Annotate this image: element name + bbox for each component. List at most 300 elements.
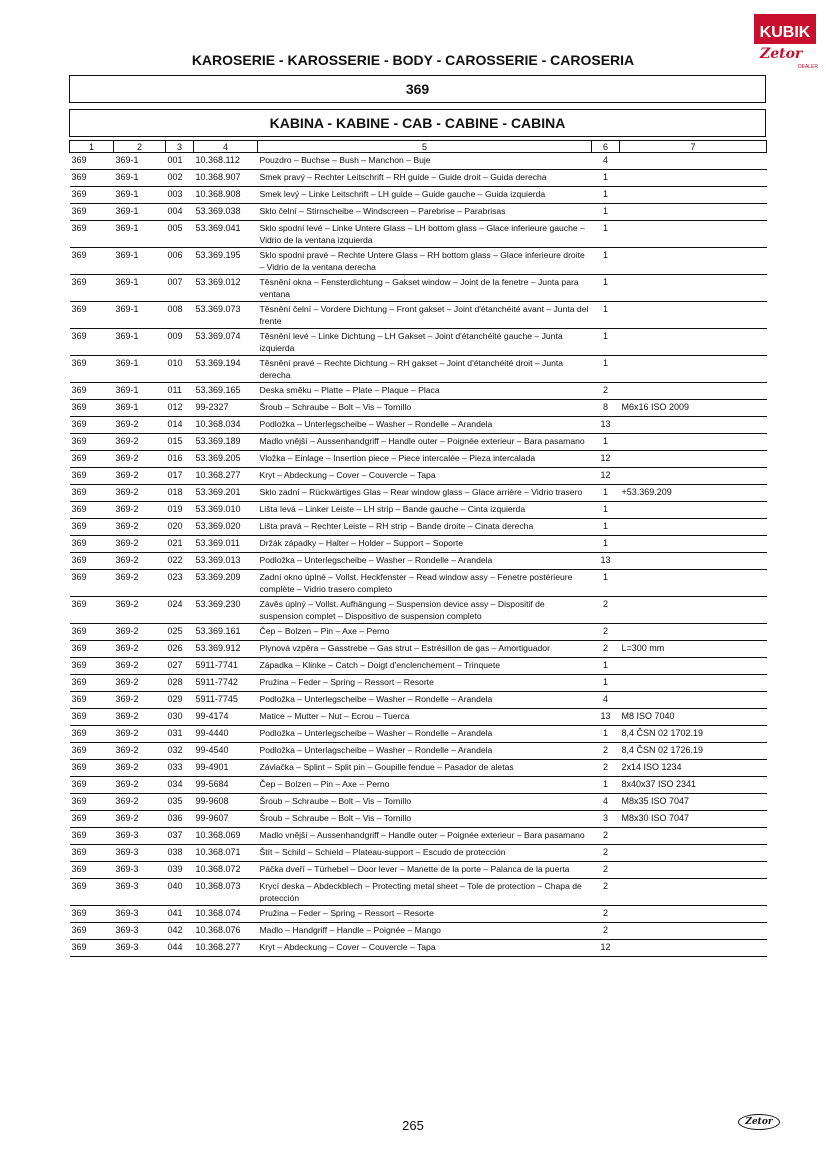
table-cell-col1: 369 — [70, 400, 114, 417]
table-row — [70, 485, 767, 502]
table-cell-col3: 017 — [166, 468, 194, 485]
table-cell-col3: 010 — [166, 356, 194, 383]
table-cell-col1: 369 — [70, 777, 114, 794]
table-cell-col1: 369 — [70, 451, 114, 468]
column-header-5: 5 — [258, 141, 592, 153]
table-cell-col4: 10.368.076 — [194, 923, 258, 940]
table-cell-col6: 2 — [592, 760, 620, 777]
table-cell-col1: 369 — [70, 624, 114, 641]
table-cell-col6: 2 — [592, 862, 620, 879]
table-cell-col5: Madlo vnější – Aussenhandgriff – Handle outer – Poignée exterieur – Bara pasamano — [258, 434, 592, 451]
table-cell-col4: 53.369.912 — [194, 641, 258, 658]
table-cell-col3: 023 — [166, 570, 194, 597]
table-cell-col5: Plynová vzpěra – Gasstrebe – Gas strut – Estrésillon de gas – Amortiguador — [258, 641, 592, 658]
table-cell-col5: Šroub – Schraube – Bolt – Vis – Tornillo — [258, 794, 592, 811]
table-cell-col6: 12 — [592, 468, 620, 485]
table-cell-col3: 008 — [166, 302, 194, 329]
table-cell-col3: 027 — [166, 658, 194, 675]
table-cell-col6: 13 — [592, 709, 620, 726]
table-cell-col3: 019 — [166, 502, 194, 519]
page-number: 265 — [402, 1118, 424, 1133]
table-cell-col1: 369 — [70, 553, 114, 570]
table-cell-col4: 53.369.194 — [194, 356, 258, 383]
table-cell-col4: 10.368.034 — [194, 417, 258, 434]
table-cell-col7 — [620, 187, 767, 204]
table-cell-col3: 037 — [166, 828, 194, 845]
table-cell-col7 — [620, 940, 767, 957]
table-cell-col7: M8 ISO 7040 — [620, 709, 767, 726]
table-cell-col3: 030 — [166, 709, 194, 726]
table-cell-col6: 2 — [592, 597, 620, 624]
table-cell-col2: 369-2 — [114, 553, 166, 570]
table-row — [70, 879, 767, 906]
table-cell-col4: 5911-7742 — [194, 675, 258, 692]
table-cell-col6: 2 — [592, 743, 620, 760]
table-cell-col5: Pouzdro – Buchse – Bush – Manchon – Buje — [258, 153, 592, 170]
table-cell-col1: 369 — [70, 204, 114, 221]
table-row — [70, 641, 767, 658]
table-cell-col6: 1 — [592, 204, 620, 221]
table-cell-col2: 369-2 — [114, 641, 166, 658]
table-cell-col3: 028 — [166, 675, 194, 692]
table-cell-col6: 2 — [592, 923, 620, 940]
table-cell-col5: Madlo – Handgriff – Handle – Poignée – Mango — [258, 923, 592, 940]
table-row — [70, 940, 767, 957]
table-cell-col1: 369 — [70, 845, 114, 862]
table-cell-col7 — [620, 329, 767, 356]
table-cell-col2: 369-2 — [114, 485, 166, 502]
table-cell-col5: Šroub – Schraube – Bolt – Vis – Tornillo — [258, 811, 592, 828]
table-cell-col4: 10.368.112 — [194, 153, 258, 170]
table-cell-col4: 5911-7741 — [194, 658, 258, 675]
table-cell-col2: 369-1 — [114, 187, 166, 204]
table-cell-col2: 369-2 — [114, 743, 166, 760]
table-cell-col4: 99-4174 — [194, 709, 258, 726]
table-cell-col3: 015 — [166, 434, 194, 451]
table-cell-col7 — [620, 692, 767, 709]
table-cell-col3: 002 — [166, 170, 194, 187]
table-cell-col3: 005 — [166, 221, 194, 248]
table-cell-col1: 369 — [70, 879, 114, 906]
table-cell-col3: 007 — [166, 275, 194, 302]
table-cell-col7: 8,4 ČSN 02 1702.19 — [620, 726, 767, 743]
table-cell-col2: 369-3 — [114, 906, 166, 923]
table-cell-col7 — [620, 828, 767, 845]
table-cell-col7: M6x16 ISO 2009 — [620, 400, 767, 417]
table-cell-col1: 369 — [70, 726, 114, 743]
table-cell-col2: 369-2 — [114, 570, 166, 597]
table-cell-col5: Vložka – Einlage – Insertion piece – Piece intercalée – Pieza intercalada — [258, 451, 592, 468]
table-cell-col6: 4 — [592, 153, 620, 170]
table-row — [70, 760, 767, 777]
table-cell-col5: Čep – Bolzen – Pin – Axe – Perno — [258, 624, 592, 641]
table-cell-col2: 369-2 — [114, 777, 166, 794]
table-cell-col6: 1 — [592, 519, 620, 536]
table-cell-col7 — [620, 468, 767, 485]
table-body — [70, 153, 767, 957]
table-cell-col6: 2 — [592, 624, 620, 641]
table-cell-col5: Lišta pravá – Rechter Leiste – RH strip – Bande droite – Cinata derecha — [258, 519, 592, 536]
table-row — [70, 624, 767, 641]
table-cell-col4: 53.369.205 — [194, 451, 258, 468]
table-cell-col2: 369-2 — [114, 794, 166, 811]
table-cell-col7 — [620, 434, 767, 451]
table-cell-col3: 032 — [166, 743, 194, 760]
table-cell-col5: Těsnění levé – Linke Dichtung – LH Gakset – Joint d'étanchéité gauche – Junta izquierda — [258, 329, 592, 356]
table-cell-col2: 369-2 — [114, 811, 166, 828]
table-cell-col6: 1 — [592, 536, 620, 553]
table-cell-col6: 1 — [592, 485, 620, 502]
table-row — [70, 417, 767, 434]
table-cell-col2: 369-1 — [114, 383, 166, 400]
table-cell-col5: Krycí deska – Abdeckblech – Protecting metal sheet – Tole de protection – Chapa de protección — [258, 879, 592, 906]
dealer-logo-text: DEALER — [798, 64, 819, 70]
table-cell-col1: 369 — [70, 485, 114, 502]
table-cell-col5: Deska směku – Platte – Plate – Plaque – Placa — [258, 383, 592, 400]
table-cell-col1: 369 — [70, 760, 114, 777]
table-cell-col5: Kryt – Abdeckung – Cover – Couvercle – Tapa — [258, 468, 592, 485]
table-row — [70, 906, 767, 923]
table-row — [70, 675, 767, 692]
table-cell-col1: 369 — [70, 862, 114, 879]
table-cell-col4: 10.368.277 — [194, 940, 258, 957]
table-cell-col6: 13 — [592, 553, 620, 570]
table-cell-col1: 369 — [70, 302, 114, 329]
table-cell-col1: 369 — [70, 536, 114, 553]
table-cell-col3: 026 — [166, 641, 194, 658]
column-header-3: 3 — [166, 141, 194, 153]
table-cell-col7 — [620, 845, 767, 862]
table-cell-col3: 024 — [166, 597, 194, 624]
table-cell-col3: 044 — [166, 940, 194, 957]
table-cell-col1: 369 — [70, 275, 114, 302]
table-cell-col1: 369 — [70, 356, 114, 383]
table-cell-col4: 53.369.041 — [194, 221, 258, 248]
table-cell-col6: 13 — [592, 417, 620, 434]
table-cell-col6: 2 — [592, 845, 620, 862]
table-cell-col6: 12 — [592, 940, 620, 957]
table-cell-col6: 1 — [592, 221, 620, 248]
table-row — [70, 553, 767, 570]
table-cell-col7 — [620, 597, 767, 624]
table-cell-col5: Lišta levá – Linker Leiste – LH strip – Bande gauche – Cinta izquierda — [258, 502, 592, 519]
table-cell-col2: 369-2 — [114, 624, 166, 641]
table-cell-col6: 1 — [592, 675, 620, 692]
table-cell-col3: 025 — [166, 624, 194, 641]
table-cell-col4: 53.369.201 — [194, 485, 258, 502]
table-cell-col7 — [620, 170, 767, 187]
table-cell-col7: +53.369.209 — [620, 485, 767, 502]
table-cell-col6: 1 — [592, 502, 620, 519]
table-row — [70, 923, 767, 940]
table-cell-col6: 1 — [592, 302, 620, 329]
table-cell-col6: 4 — [592, 692, 620, 709]
table-cell-col1: 369 — [70, 434, 114, 451]
column-header-4: 4 — [194, 141, 258, 153]
table-cell-col4: 99-5684 — [194, 777, 258, 794]
page-title: KAROSERIE - KAROSSERIE - BODY - CAROSSERIE - CAROSERIA — [191, 52, 635, 68]
table-cell-col4: 53.369.020 — [194, 519, 258, 536]
table-row — [70, 794, 767, 811]
table-cell-col6: 1 — [592, 570, 620, 597]
table-row — [70, 204, 767, 221]
table-cell-col4: 99-9607 — [194, 811, 258, 828]
table-row — [70, 451, 767, 468]
table-cell-col7 — [620, 356, 767, 383]
column-header-6: 6 — [592, 141, 620, 153]
table-cell-col1: 369 — [70, 597, 114, 624]
table-cell-col7: M8x30 ISO 7047 — [620, 811, 767, 828]
table-row — [70, 356, 767, 383]
table-cell-col7 — [620, 862, 767, 879]
table-cell-col1: 369 — [70, 828, 114, 845]
table-row — [70, 570, 767, 597]
table-cell-col2: 369-1 — [114, 221, 166, 248]
table-cell-col6: 2 — [592, 828, 620, 845]
table-cell-col4: 53.369.073 — [194, 302, 258, 329]
table-cell-col1: 369 — [70, 658, 114, 675]
table-row — [70, 153, 767, 170]
table-cell-col7: M8x35 ISO 7047 — [620, 794, 767, 811]
table-cell-col4: 10.368.907 — [194, 170, 258, 187]
table-cell-col3: 009 — [166, 329, 194, 356]
table-cell-col6: 1 — [592, 170, 620, 187]
table-cell-col2: 369-2 — [114, 451, 166, 468]
table-cell-col2: 369-3 — [114, 828, 166, 845]
table-cell-col1: 369 — [70, 743, 114, 760]
table-cell-col1: 369 — [70, 906, 114, 923]
table-row — [70, 597, 767, 624]
table-cell-col4: 10.368.073 — [194, 879, 258, 906]
table-cell-col2: 369-2 — [114, 417, 166, 434]
table-cell-col7 — [620, 624, 767, 641]
table-cell-col1: 369 — [70, 641, 114, 658]
table-cell-col5: Těsnění pravé – Rechte Dichtung – RH gakset – Joint d'étanchéité droit – Junta derecha — [258, 356, 592, 383]
table-cell-col4: 99-4540 — [194, 743, 258, 760]
table-cell-col2: 369-3 — [114, 862, 166, 879]
table-cell-col7: L=300 mm — [620, 641, 767, 658]
table-cell-col3: 039 — [166, 862, 194, 879]
table-cell-col5: Madlo vnější – Aussenhandgriff – Handle outer – Poignée exterieur – Bara pasamano — [258, 828, 592, 845]
table-cell-col7 — [620, 536, 767, 553]
table-cell-col2: 369-2 — [114, 726, 166, 743]
column-header-2: 2 — [114, 141, 166, 153]
table-cell-col4: 53.369.209 — [194, 570, 258, 597]
table-cell-col7: 2x14 ISO 1234 — [620, 760, 767, 777]
kubik-logo-text: KUBIK — [754, 14, 816, 44]
table-cell-col3: 031 — [166, 726, 194, 743]
table-row — [70, 862, 767, 879]
table-row — [70, 170, 767, 187]
table-cell-col4: 10.368.074 — [194, 906, 258, 923]
table-row — [70, 248, 767, 275]
table-cell-col5: Pružina – Feder – Spring – Ressort – Resorte — [258, 675, 592, 692]
table-cell-col2: 369-2 — [114, 519, 166, 536]
table-cell-col5: Šroub – Schraube – Bolt – Vis – Tornillo — [258, 400, 592, 417]
table-cell-col1: 369 — [70, 709, 114, 726]
table-cell-col5: Sklo zadní – Rückwärtiges Glas – Rear window glass – Glace arrière – Vidrio trasero — [258, 485, 592, 502]
table-row — [70, 468, 767, 485]
table-cell-col4: 53.369.161 — [194, 624, 258, 641]
table-cell-col3: 034 — [166, 777, 194, 794]
table-cell-col3: 042 — [166, 923, 194, 940]
table-cell-col1: 369 — [70, 692, 114, 709]
table-cell-col6: 1 — [592, 356, 620, 383]
table-cell-col3: 016 — [166, 451, 194, 468]
table-cell-col3: 006 — [166, 248, 194, 275]
table-header-row — [70, 141, 767, 153]
table-cell-col5: Smek levý – Linke Leitschrift – LH guide – Guide gauche – Guida izquierda — [258, 187, 592, 204]
table-row — [70, 400, 767, 417]
table-cell-col5: Držák západky – Halter – Holder – Support – Soporte — [258, 536, 592, 553]
table-cell-col6: 8 — [592, 400, 620, 417]
table-cell-col6: 1 — [592, 248, 620, 275]
table-cell-col3: 029 — [166, 692, 194, 709]
table-cell-col6: 1 — [592, 329, 620, 356]
table-cell-col4: 10.368.072 — [194, 862, 258, 879]
table-cell-col6: 1 — [592, 777, 620, 794]
table-cell-col7 — [620, 502, 767, 519]
table-cell-col2: 369-1 — [114, 248, 166, 275]
table-cell-col7 — [620, 221, 767, 248]
table-cell-col4: 53.369.195 — [194, 248, 258, 275]
table-row — [70, 709, 767, 726]
table-cell-col7 — [620, 248, 767, 275]
table-cell-col5: Štít – Schild – Schield – Plateau-support – Escudo de protección — [258, 845, 592, 862]
table-cell-col6: 1 — [592, 658, 620, 675]
table-cell-col2: 369-1 — [114, 400, 166, 417]
table-cell-col7 — [620, 675, 767, 692]
table-cell-col7 — [620, 302, 767, 329]
table-cell-col6: 3 — [592, 811, 620, 828]
table-row — [70, 302, 767, 329]
table-row — [70, 726, 767, 743]
table-cell-col2: 369-1 — [114, 356, 166, 383]
table-cell-col2: 369-1 — [114, 153, 166, 170]
table-cell-col2: 369-1 — [114, 204, 166, 221]
table-row — [70, 221, 767, 248]
table-cell-col2: 369-2 — [114, 658, 166, 675]
table-cell-col3: 036 — [166, 811, 194, 828]
table-cell-col6: 1 — [592, 434, 620, 451]
table-cell-col1: 369 — [70, 570, 114, 597]
table-cell-col5: Pružina – Feder – Spring – Ressort – Resorte — [258, 906, 592, 923]
table-cell-col3: 035 — [166, 794, 194, 811]
table-cell-col1: 369 — [70, 940, 114, 957]
table-cell-col7 — [620, 519, 767, 536]
table-row — [70, 187, 767, 204]
table-cell-col1: 369 — [70, 502, 114, 519]
table-row — [70, 658, 767, 675]
table-cell-col4: 10.368.908 — [194, 187, 258, 204]
table-cell-col2: 369-2 — [114, 536, 166, 553]
column-header-7: 7 — [620, 141, 767, 153]
table-cell-col2: 369-1 — [114, 329, 166, 356]
table-cell-col5: Závěs úplný – Vollst. Aufhängung – Suspension device assy – Dispositif de suspension complet – Dispositivo de suspension completo — [258, 597, 592, 624]
table-cell-col4: 53.369.074 — [194, 329, 258, 356]
table-cell-col2: 369-2 — [114, 709, 166, 726]
parts-table — [69, 140, 767, 957]
table-cell-col2: 369-3 — [114, 845, 166, 862]
table-cell-col2: 369-2 — [114, 675, 166, 692]
table-cell-col7 — [620, 204, 767, 221]
column-header-1: 1 — [70, 141, 114, 153]
section-title-box: KABINA - KABINE - CAB - CABINE - CABINA — [69, 109, 766, 137]
table-cell-col1: 369 — [70, 675, 114, 692]
table-cell-col4: 10.368.277 — [194, 468, 258, 485]
table-row — [70, 519, 767, 536]
table-cell-col7 — [620, 923, 767, 940]
table-row — [70, 777, 767, 794]
table-cell-col7 — [620, 658, 767, 675]
table-cell-col5: Kryt – Abdeckung – Cover – Couvercle – Tapa — [258, 940, 592, 957]
table-row — [70, 811, 767, 828]
table-cell-col4: 53.369.010 — [194, 502, 258, 519]
table-cell-col4: 10.368.071 — [194, 845, 258, 862]
table-row — [70, 743, 767, 760]
table-row — [70, 502, 767, 519]
table-cell-col3: 041 — [166, 906, 194, 923]
table-cell-col2: 369-3 — [114, 923, 166, 940]
table-row — [70, 329, 767, 356]
table-cell-col5: Matice – Mutter – Nut – Ecrou – Tuerca — [258, 709, 592, 726]
table-cell-col4: 53.369.165 — [194, 383, 258, 400]
table-cell-col5: Sklo čelní – Stirnscheibe – Windscreen – Parebrise – Parabrisas — [258, 204, 592, 221]
table-cell-col1: 369 — [70, 794, 114, 811]
table-cell-col6: 1 — [592, 187, 620, 204]
table-cell-col3: 040 — [166, 879, 194, 906]
table-cell-col4: 53.369.012 — [194, 275, 258, 302]
table-cell-col4: 99-4901 — [194, 760, 258, 777]
table-row — [70, 828, 767, 845]
table-cell-col7 — [620, 275, 767, 302]
zetor-footer-logo: Zetor — [738, 1114, 780, 1130]
table-cell-col2: 369-1 — [114, 170, 166, 187]
table-row — [70, 692, 767, 709]
table-row — [70, 275, 767, 302]
table-row — [70, 536, 767, 553]
table-cell-col1: 369 — [70, 221, 114, 248]
table-cell-col4: 53.369.011 — [194, 536, 258, 553]
table-cell-col3: 018 — [166, 485, 194, 502]
table-cell-col6: 2 — [592, 383, 620, 400]
table-cell-col1: 369 — [70, 187, 114, 204]
table-cell-col6: 2 — [592, 906, 620, 923]
table-cell-col5: Páčka dveří – Türhebel – Door lever – Manette de la porte – Palanca de la puerta — [258, 862, 592, 879]
parts-table-wrapper — [69, 140, 766, 957]
table-cell-col5: Smek pravý – Rechter Leitschrift – RH guide – Guide droit – Guida derecha — [258, 170, 592, 187]
table-cell-col1: 369 — [70, 811, 114, 828]
table-cell-col3: 011 — [166, 383, 194, 400]
table-cell-col7 — [620, 417, 767, 434]
table-cell-col4: 53.369.230 — [194, 597, 258, 624]
table-cell-col7 — [620, 553, 767, 570]
table-cell-col5: Podložka – Unterlegscheibe – Washer – Rondelle – Arandela — [258, 417, 592, 434]
table-cell-col4: 99-2327 — [194, 400, 258, 417]
table-cell-col3: 003 — [166, 187, 194, 204]
table-cell-col3: 014 — [166, 417, 194, 434]
table-cell-col2: 369-2 — [114, 434, 166, 451]
table-cell-col4: 99-9608 — [194, 794, 258, 811]
table-cell-col4: 53.369.013 — [194, 553, 258, 570]
table-cell-col1: 369 — [70, 170, 114, 187]
table-cell-col7 — [620, 906, 767, 923]
table-cell-col5: Těsnění okna – Fensterdichtung – Gakset window – Joint de la fenetre – Junta para ventana — [258, 275, 592, 302]
table-cell-col1: 369 — [70, 417, 114, 434]
table-cell-col5: Sklo spodní levé – Linke Untere Glass – LH bottom glass – Glace inferieure gauche – Vidrio de la ventana izquierda — [258, 221, 592, 248]
table-cell-col3: 038 — [166, 845, 194, 862]
table-cell-col2: 369-3 — [114, 940, 166, 957]
